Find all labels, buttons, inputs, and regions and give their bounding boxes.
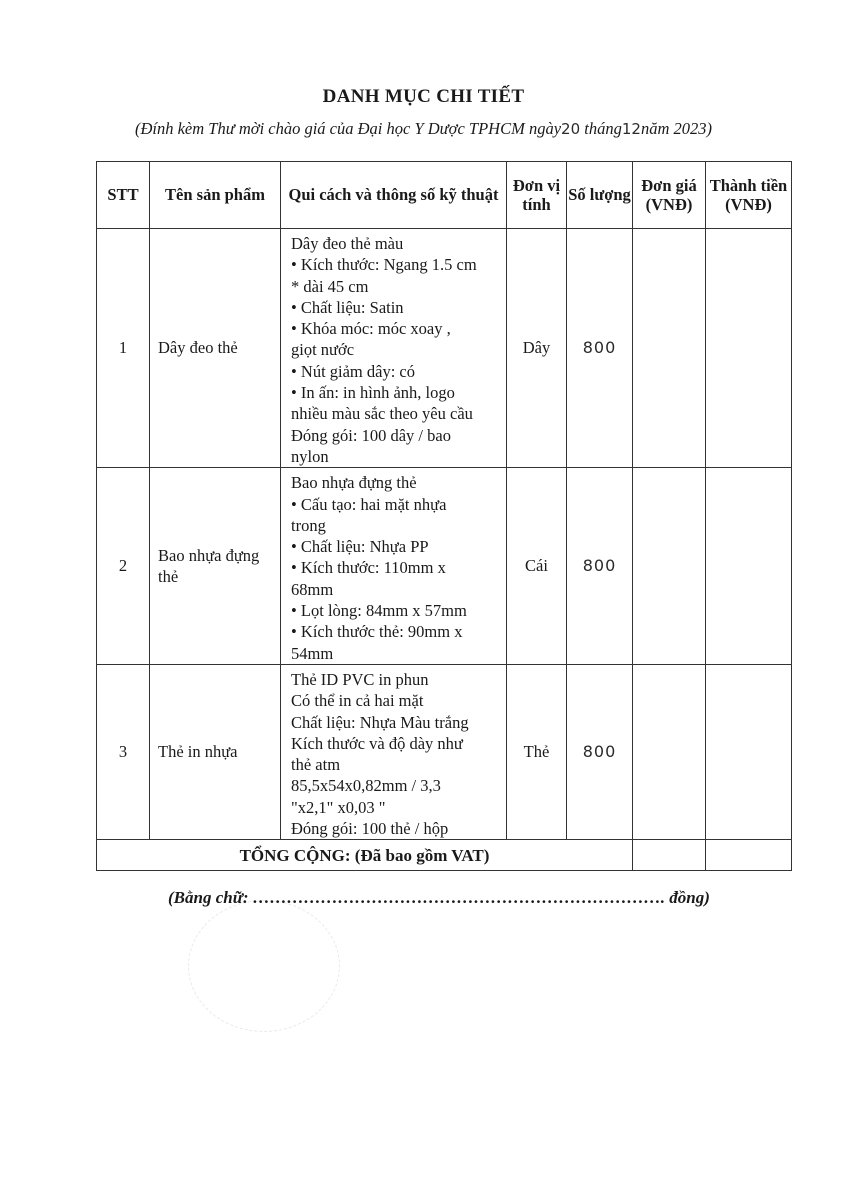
table-row xyxy=(97,664,792,839)
spec-line: • Chất liệu: Nhựa PP xyxy=(291,537,429,557)
row-unit: Cái xyxy=(507,468,567,665)
table-header-row xyxy=(97,162,792,229)
spec-line: trong xyxy=(291,515,326,535)
header-qty: Số lượng xyxy=(567,162,633,229)
spec-line: nylon xyxy=(291,446,329,466)
header-total: Thành tiền (VNĐ) xyxy=(706,162,792,229)
spec-line: • Kích thước: 110mm x xyxy=(291,558,446,578)
document-title: DANH MỤC CHI TIẾT xyxy=(322,86,525,107)
spec-line: Chất liệu: Nhựa Màu trắng xyxy=(291,712,469,732)
spec-line: thẻ atm xyxy=(291,755,341,775)
row-total xyxy=(706,229,792,468)
row-name: Dây đeo thẻ xyxy=(150,229,281,468)
header-price: Đơn giá (VNĐ) xyxy=(633,162,706,229)
spec-line: Dây đeo thẻ màu xyxy=(291,234,404,253)
spec-line: 85,5x54x0,82mm / 3,3 xyxy=(291,776,441,796)
row-unit: Thẻ xyxy=(507,664,567,839)
header-spec: Qui cách và thông số kỹ thuật xyxy=(281,162,507,229)
spec-line: Có thể in cả hai mặt xyxy=(291,691,424,711)
spec-line: • Cấu tạo: hai mặt nhựa xyxy=(291,494,447,514)
spec-line: • Kích thước thẻ: 90mm x xyxy=(291,622,463,642)
row-spec xyxy=(281,229,507,468)
spec-line: "x2,1" x0,03 " xyxy=(291,797,386,817)
handwritten-day: 20 xyxy=(561,120,581,138)
row-unit: Dây xyxy=(507,229,567,468)
spec-line: • Kích thước: Ngang 1.5 cm xyxy=(291,255,477,275)
spec-line: • Lọt lòng: 84mm x 57mm xyxy=(291,601,467,621)
faint-stamp-mark xyxy=(188,900,340,1032)
row-qty: 800 xyxy=(567,229,633,468)
row-qty: 800 xyxy=(567,664,633,839)
header-name: Tên sản phẩm xyxy=(150,162,281,229)
spec-line: Kích thước và độ dày như xyxy=(291,733,463,753)
row-qty: 800 xyxy=(567,468,633,665)
subtitle-year: năm 2023) xyxy=(640,119,712,138)
total-price-cell xyxy=(633,840,706,871)
spec-line: * dài 45 cm xyxy=(291,276,369,296)
spec-line: • Nút giảm dây: có xyxy=(291,361,415,381)
total-amount-cell xyxy=(706,840,792,871)
row-spec xyxy=(281,664,507,839)
row-price xyxy=(633,468,706,665)
spec-line: nhiều màu sắc theo yêu cầu xyxy=(291,404,473,424)
handwritten-month: 12 xyxy=(621,120,641,138)
spec-line: 54mm xyxy=(291,643,334,663)
row-total xyxy=(706,664,792,839)
subtitle-month-word: tháng xyxy=(584,119,622,138)
row-price xyxy=(633,229,706,468)
spec-line: • Khóa móc: móc xoay , xyxy=(291,319,451,339)
row-name: Thẻ in nhựa xyxy=(150,664,281,839)
subtitle-text: (Đính kèm Thư mời chào giá của Đại học Y Dược TPHCM ngày xyxy=(134,119,562,138)
spec-line: 68mm xyxy=(291,579,334,599)
total-label: TỔNG CỘNG: (Đã bao gồm VAT) xyxy=(97,840,633,871)
row-name: Bao nhựa đựng thẻ xyxy=(150,468,281,665)
amount-in-words: (Bằng chữ: ………………………………………………………………. đồng) xyxy=(168,888,710,907)
spec-line: Thẻ ID PVC in phun xyxy=(291,669,429,689)
product-table xyxy=(96,161,792,871)
document-subtitle xyxy=(0,119,847,139)
spec-line: • In ấn: in hình ảnh, logo xyxy=(291,383,455,403)
table-row xyxy=(97,229,792,468)
row-price xyxy=(633,664,706,839)
spec-line: giọt nước xyxy=(291,340,355,360)
spec-line: Bao nhựa đựng thẻ xyxy=(291,473,417,493)
row-total xyxy=(706,468,792,665)
spec-line: • Chất liệu: Satin xyxy=(291,297,404,317)
row-stt: 3 xyxy=(97,664,150,839)
row-stt: 2 xyxy=(97,468,150,665)
header-stt: STT xyxy=(97,162,150,229)
spec-line: Đóng gói: 100 dây / bao xyxy=(291,425,451,445)
row-spec xyxy=(281,468,507,665)
total-row xyxy=(97,840,792,871)
spec-line: Đóng gói: 100 thẻ / hộp xyxy=(291,819,449,839)
header-unit: Đơn vị tính xyxy=(507,162,567,229)
table-row xyxy=(97,468,792,665)
row-stt: 1 xyxy=(97,229,150,468)
